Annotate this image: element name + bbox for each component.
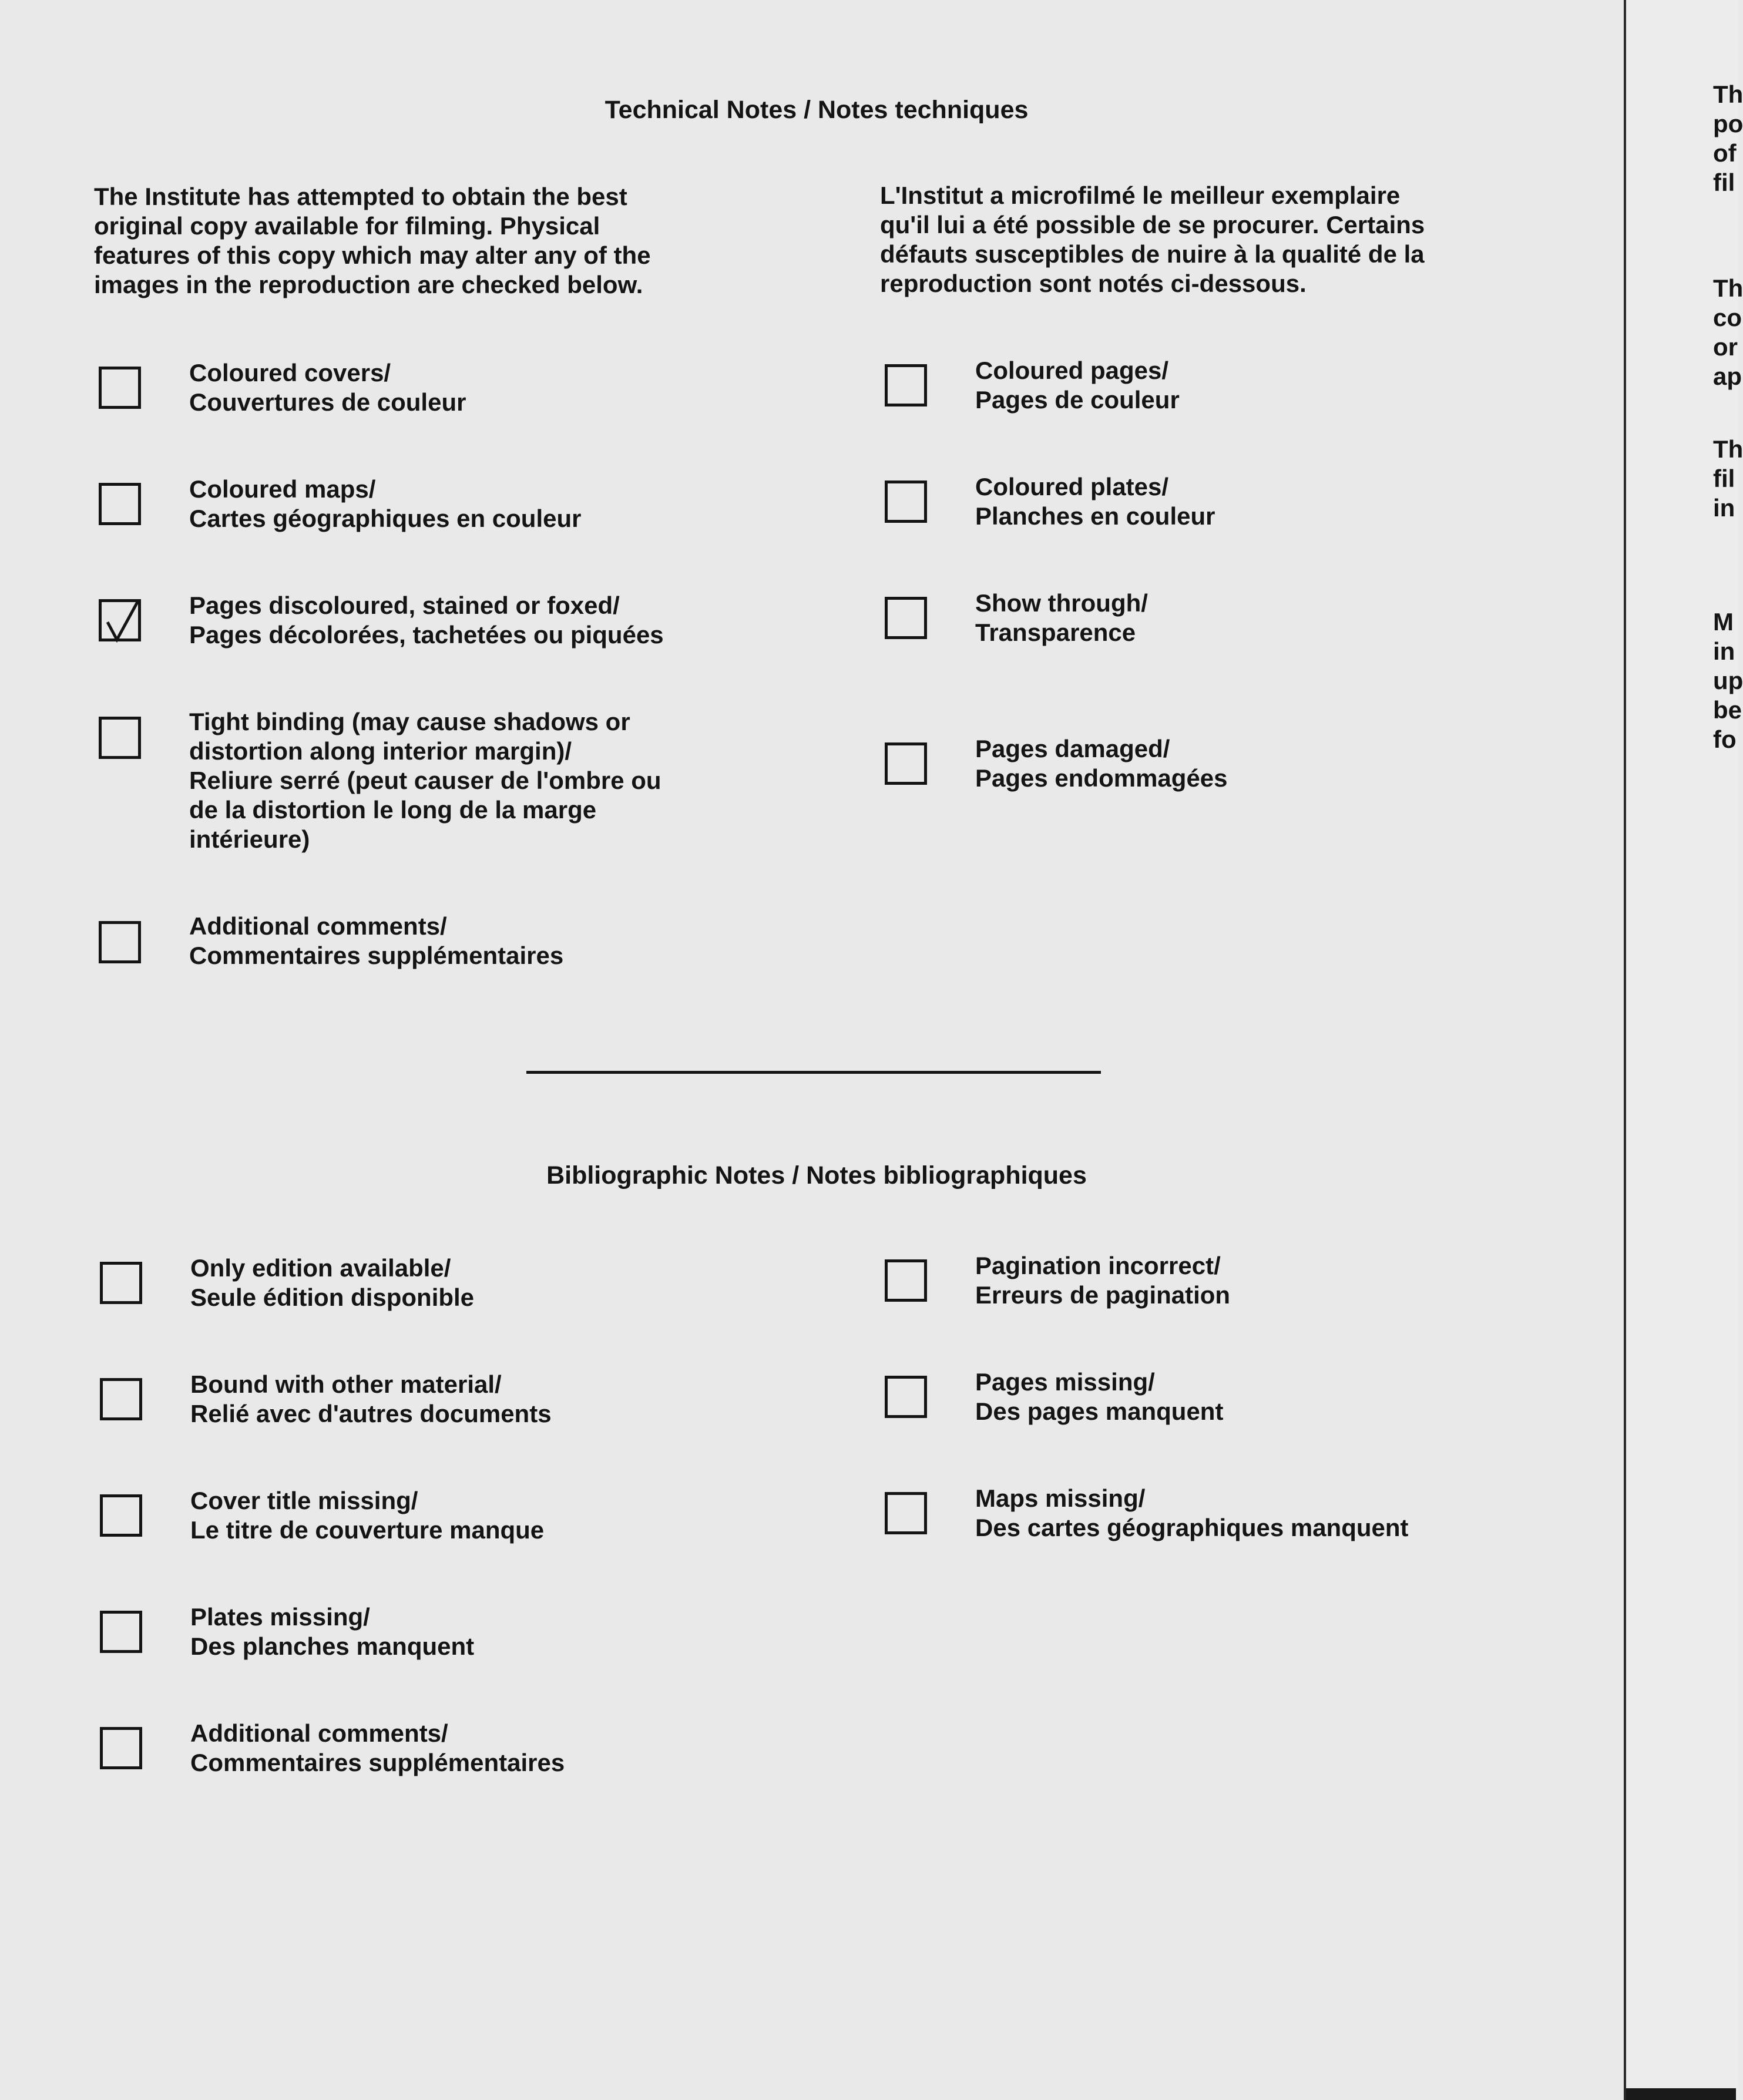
margin-fragment: fil <box>1713 169 1735 196</box>
tight-binding-label: Tight binding (may cause shadows or distortion along interior margin)/ Reliure serré (peut causer de l'ombre ou de la distortion le long de la marge intérieure) <box>189 708 661 853</box>
margin-fragment: ap <box>1713 362 1742 390</box>
coloured-pages-label: Coloured pages/ Pages de couleur <box>975 357 1180 414</box>
pages-discoloured-checkbox[interactable] <box>99 599 141 641</box>
bibliographic-additional-comments-checkbox[interactable] <box>100 1727 142 1769</box>
tight-binding-checkbox[interactable] <box>99 717 141 759</box>
bound-with-checkbox[interactable] <box>100 1378 142 1420</box>
coloured-plates-label: Coloured plates/ Planches en couleur <box>975 473 1215 530</box>
dark-edge <box>1626 2088 1736 2100</box>
margin-fragment: of <box>1713 139 1737 167</box>
technical-additional-comments-checkbox[interactable] <box>99 921 141 963</box>
maps-missing-checkbox[interactable] <box>885 1492 927 1534</box>
pages-damaged-label: Pages damaged/ Pages endommagées <box>975 735 1228 792</box>
coloured-plates-checkbox[interactable] <box>885 481 927 523</box>
only-edition-label: Only edition available/ Seule édition disponible <box>190 1254 475 1311</box>
cover-title-missing-checkbox[interactable] <box>100 1494 142 1537</box>
pagination-incorrect-label: Pagination incorrect/ Erreurs de pagination <box>975 1252 1231 1309</box>
margin-fragment: Th <box>1713 274 1743 302</box>
margin-fragment: up <box>1713 667 1743 694</box>
plates-missing-checkbox[interactable] <box>100 1611 142 1653</box>
coloured-covers-checkbox[interactable] <box>99 367 141 409</box>
margin-fragment: po <box>1713 110 1743 137</box>
pagination-incorrect-checkbox[interactable] <box>885 1259 927 1302</box>
margin-fragment: Th <box>1713 80 1743 108</box>
margin-fragment: Th <box>1713 435 1743 463</box>
check-mark-icon <box>104 599 139 646</box>
coloured-maps-label: Coloured maps/ Cartes géographiques en couleur <box>189 475 582 532</box>
pages-discoloured-label: Pages discoloured, stained or foxed/ Pages décolorées, tachetées ou piquées <box>189 592 664 649</box>
show-through-label: Show through/ Transparence <box>975 589 1148 646</box>
margin-fragment: be <box>1713 696 1742 724</box>
margin-fragment: in <box>1713 637 1735 665</box>
margin-fragment: co <box>1713 304 1742 331</box>
technical-notes-title: Technical Notes / Notes techniques <box>604 96 1029 124</box>
margin-fragment: fil <box>1713 465 1735 492</box>
section-divider <box>526 1071 1101 1074</box>
technical-additional-comments-label: Additional comments/ Commentaires supplémentaires <box>189 912 564 969</box>
maps-missing-label: Maps missing/ Des cartes géographiques manquent <box>975 1484 1409 1541</box>
bound-with-label: Bound with other material/ Relié avec d'autres documents <box>190 1370 552 1427</box>
plates-missing-label: Plates missing/ Des planches manquent <box>190 1603 475 1660</box>
technical-intro-french: L'Institut a microfilmé le meilleur exemplaire qu'il lui a été possible de se procurer. Certains défauts susceptibles de nuire à la qualité de la reproduction sont notés ci-dessous. <box>880 182 1425 297</box>
margin-fragment: in <box>1713 494 1735 522</box>
margin-fragment: or <box>1713 333 1738 361</box>
technical-intro-english: The Institute has attempted to obtain the best original copy available for filming. Physical features of this copy which may alter any of the images in the reproduction are checked below. <box>94 183 651 298</box>
margin-fragment: M <box>1713 608 1734 636</box>
pages-missing-checkbox[interactable] <box>885 1376 927 1418</box>
cover-title-missing-label: Cover title missing/ Le titre de couverture manque <box>190 1487 545 1544</box>
pages-missing-label: Pages missing/ Des pages manquent <box>975 1368 1224 1425</box>
bibliographic-notes-title: Bibliographic Notes / Notes bibliographiques <box>546 1161 1087 1190</box>
coloured-covers-label: Coloured covers/ Couvertures de couleur <box>189 359 466 416</box>
coloured-pages-checkbox[interactable] <box>885 364 927 406</box>
show-through-checkbox[interactable] <box>885 597 927 639</box>
coloured-maps-checkbox[interactable] <box>99 483 141 525</box>
margin-fragment: fo <box>1713 725 1737 753</box>
only-edition-checkbox[interactable] <box>100 1262 142 1304</box>
bibliographic-additional-comments-label: Additional comments/ Commentaires supplémentaires <box>190 1719 565 1776</box>
pages-damaged-checkbox[interactable] <box>885 742 927 785</box>
